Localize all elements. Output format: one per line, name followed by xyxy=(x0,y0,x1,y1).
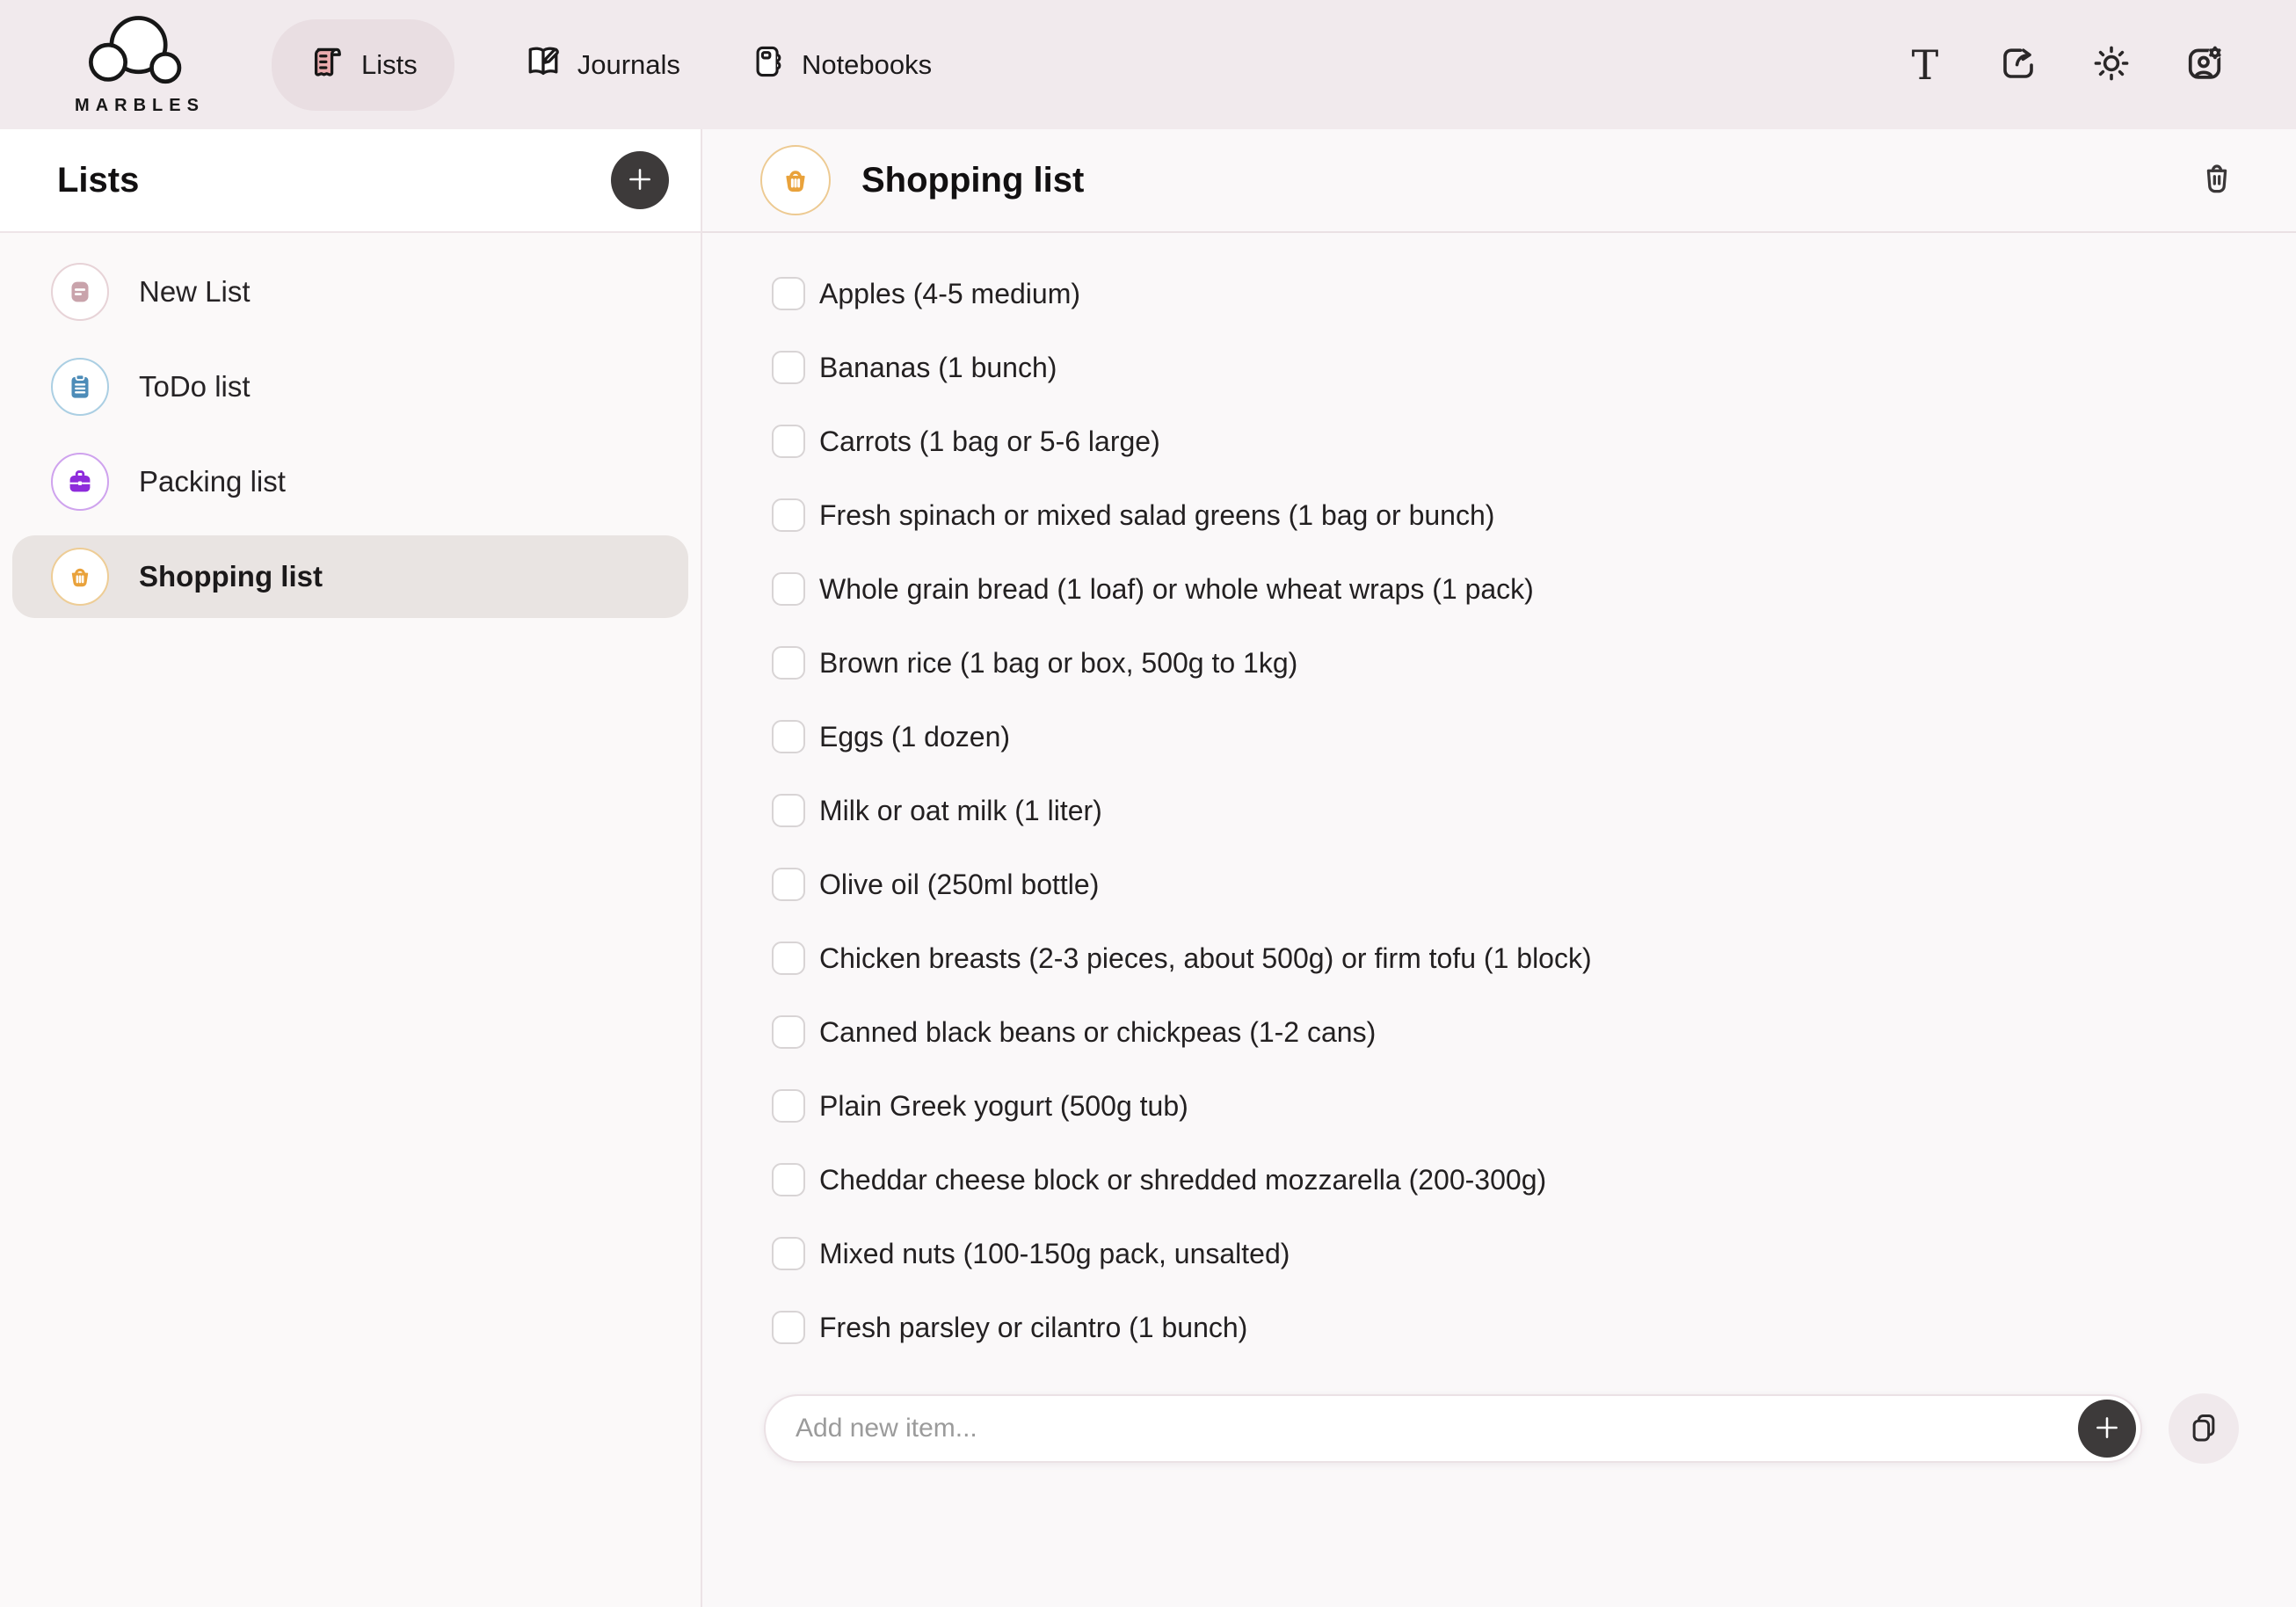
journal-book-icon xyxy=(523,41,563,89)
content-area xyxy=(0,129,2296,1607)
sidebar xyxy=(0,129,702,1607)
item-checkbox[interactable] xyxy=(772,720,805,753)
clipboard-icon xyxy=(51,358,109,416)
notebook-icon xyxy=(749,42,788,88)
sidebar-item-label: Packing list xyxy=(139,465,286,498)
checklist-item[interactable]: Eggs (1 dozen) xyxy=(702,700,2296,774)
main-nav xyxy=(272,18,932,112)
item-checkbox[interactable] xyxy=(772,351,805,384)
checklist-panel xyxy=(702,233,2296,1607)
checklist-item[interactable]: Canned black beans or chickpeas (1-2 cans) xyxy=(702,995,2296,1069)
marbles-logo-icon xyxy=(89,14,185,94)
add-item-button[interactable] xyxy=(2078,1400,2136,1458)
account-settings-button[interactable] xyxy=(2182,42,2227,88)
checklist-item[interactable]: Fresh parsley or cilantro (1 bunch) xyxy=(702,1291,2296,1364)
plus-icon xyxy=(2092,1413,2122,1445)
basket-icon xyxy=(760,145,831,215)
tab-notebooks[interactable] xyxy=(749,19,932,111)
sidebar-item-todo-list[interactable] xyxy=(12,345,688,428)
text-style-button[interactable] xyxy=(1902,42,1948,88)
sidebar-title: Lists xyxy=(57,160,140,200)
note-icon xyxy=(51,263,109,321)
tab-journals-label: Journals xyxy=(577,48,680,80)
plus-icon xyxy=(625,164,655,197)
item-checkbox[interactable] xyxy=(772,794,805,827)
checklist-item[interactable]: Olive oil (250ml bottle) xyxy=(702,847,2296,921)
page-title: Shopping list xyxy=(861,160,1085,200)
checklist-item[interactable]: Chicken breasts (2-3 pieces, about 500g) or firm tofu (1 block) xyxy=(702,921,2296,995)
copy-icon xyxy=(2185,1409,2222,1449)
checklist-item[interactable]: Mixed nuts (100-150g pack, unsalted) xyxy=(702,1217,2296,1291)
checklist-item[interactable]: Fresh spinach or mixed salad greens (1 bag or bunch) xyxy=(702,478,2296,552)
topbar xyxy=(0,0,2296,129)
add-item-bar xyxy=(764,1394,2142,1463)
sidebar-item-label: Shopping list xyxy=(139,560,323,593)
item-checkbox[interactable] xyxy=(772,498,805,532)
app-name: MARBLES xyxy=(75,95,205,115)
main-panel xyxy=(702,129,2296,1607)
lists-scroll-icon xyxy=(309,42,347,88)
item-checkbox[interactable] xyxy=(772,1237,805,1270)
add-item-row xyxy=(764,1393,2239,1464)
sidebar-list xyxy=(0,233,701,618)
light-mode-button[interactable] xyxy=(2089,42,2134,88)
share-icon xyxy=(1997,42,2039,87)
briefcase-icon xyxy=(51,453,109,511)
add-list-button[interactable] xyxy=(611,151,669,209)
item-checkbox[interactable] xyxy=(772,277,805,310)
checklist-item[interactable]: Cheddar cheese block or shredded mozzarella (200-300g) xyxy=(702,1143,2296,1217)
item-checkbox[interactable] xyxy=(772,1163,805,1196)
sidebar-header xyxy=(0,129,701,233)
checklist-item[interactable]: Whole grain bread (1 loaf) or whole wheat wraps (1 pack) xyxy=(702,552,2296,626)
copy-list-button[interactable] xyxy=(2169,1393,2239,1464)
item-checkbox[interactable] xyxy=(772,646,805,680)
main-header xyxy=(702,129,2296,233)
topbar-actions xyxy=(1902,42,2227,88)
sidebar-item-new-list[interactable] xyxy=(12,251,688,333)
light-mode-sun-icon xyxy=(2090,42,2133,87)
account-settings-icon xyxy=(2183,41,2227,88)
delete-list-button[interactable] xyxy=(2194,157,2240,203)
checklist-item[interactable]: Plain Greek yogurt (500g tub) xyxy=(702,1069,2296,1143)
checklist xyxy=(702,257,2296,1364)
basket-icon xyxy=(51,548,109,606)
item-checkbox[interactable] xyxy=(772,868,805,901)
add-item-input[interactable] xyxy=(766,1396,2140,1461)
item-checkbox[interactable] xyxy=(772,942,805,975)
item-checkbox[interactable] xyxy=(772,1015,805,1049)
sidebar-item-shopping-list[interactable] xyxy=(12,535,688,618)
tab-journals[interactable] xyxy=(523,18,680,112)
text-style-icon: T xyxy=(1911,40,1939,89)
sidebar-item-packing-list[interactable] xyxy=(12,440,688,523)
checklist-item[interactable]: Bananas (1 bunch) xyxy=(702,331,2296,404)
sidebar-item-label: ToDo list xyxy=(139,370,251,403)
checklist-item[interactable]: Carrots (1 bag or 5-6 large) xyxy=(702,404,2296,478)
item-checkbox[interactable] xyxy=(772,1311,805,1344)
checklist-item[interactable]: Milk or oat milk (1 liter) xyxy=(702,774,2296,847)
tab-notebooks-label: Notebooks xyxy=(801,48,933,80)
checklist-item[interactable]: Brown rice (1 bag or box, 500g to 1kg) xyxy=(702,626,2296,700)
sidebar-item-label: New List xyxy=(139,275,251,308)
share-button[interactable] xyxy=(1995,42,2041,88)
tab-lists[interactable] xyxy=(272,19,454,111)
item-checkbox[interactable] xyxy=(772,572,805,606)
tab-lists-label: Lists xyxy=(361,48,418,80)
trash-icon xyxy=(2197,159,2237,202)
item-checkbox[interactable] xyxy=(772,425,805,458)
checklist-item[interactable]: Apples (4-5 medium) xyxy=(702,257,2296,331)
item-checkbox[interactable] xyxy=(772,1089,805,1123)
app-logo[interactable] xyxy=(42,14,231,116)
